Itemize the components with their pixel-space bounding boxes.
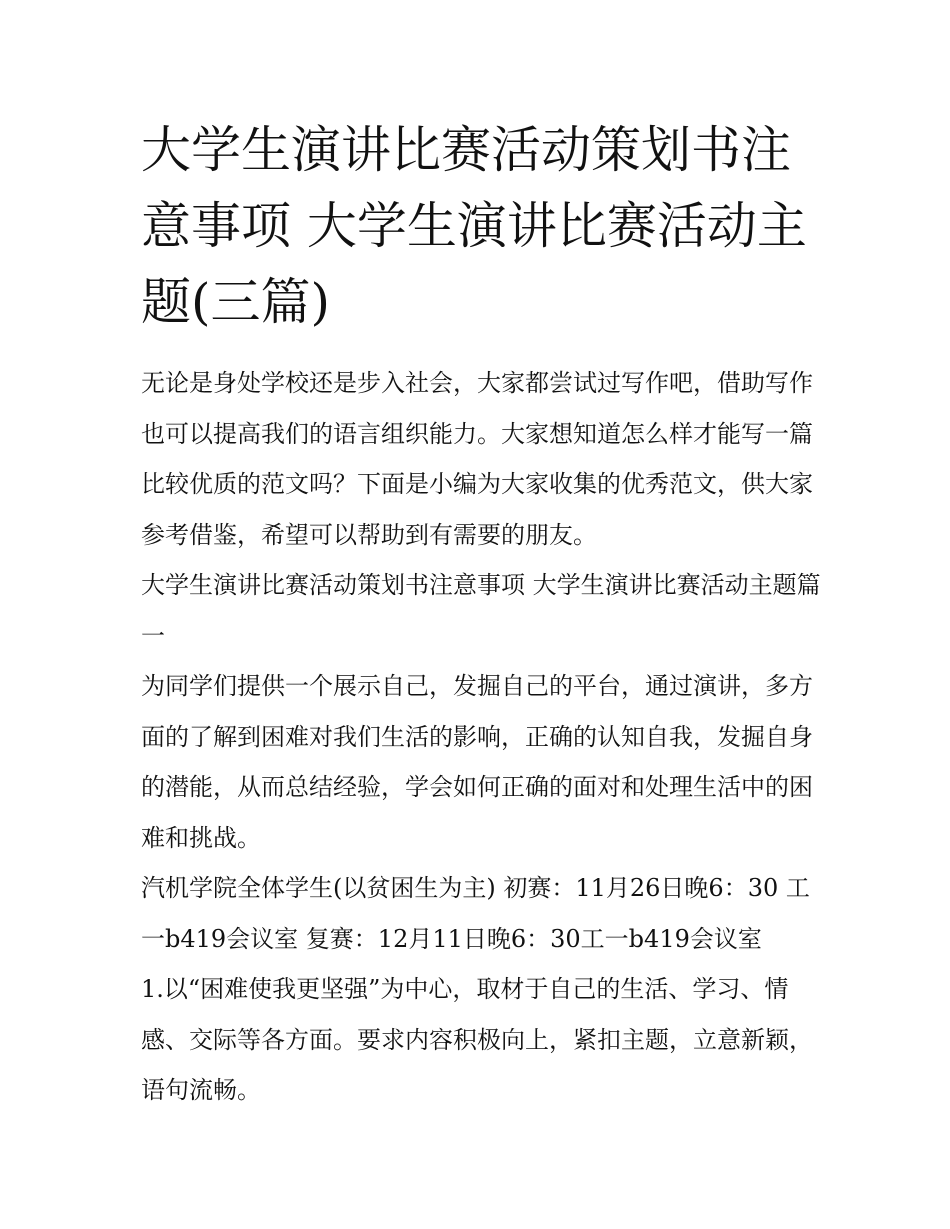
participants-schedule-paragraph: 汽机学院全体学生(以贫困生为主) 初赛：11月26日晚6：30 工一b419会议室 复赛：12月11日晚6：30工一b419会议室 [141,874,810,953]
purpose-paragraph: 为同学们提供一个展示自己，发掘自己的平台，通过演讲，多方面的了解到困难对我们生活的影响，正确的认知自我，发掘自身的潜能，从而总结经验，学会如何正确的面对和处理生活中的困难和挑战。 [141,672,813,852]
document-content [141,112,821,1116]
requirements-paragraph: 1.以“困难使我更坚强”为中心，取材于自己的生活、学习、情感、交际等各方面。要求内容积极向上，紧扣主题，立意新颖，语句流畅。 [141,975,813,1104]
intro-paragraph: 无论是身处学校还是步入社会，大家都尝试过写作吧，借助写作也可以提高我们的语言组织能力。大家想知道怎么样才能写一篇比较优质的范文吗？下面是小编为大家收集的优秀范文，供大家参考借鉴，希望可以帮助到有需要的朋友。 [141,369,813,549]
section-heading: 大学生演讲比赛活动策划书注意事项 大学生演讲比赛活动主题篇一 [141,571,821,650]
document-title: 大学生演讲比赛活动策划书注意事项 大学生演讲比赛活动主题(三篇) [141,121,807,331]
